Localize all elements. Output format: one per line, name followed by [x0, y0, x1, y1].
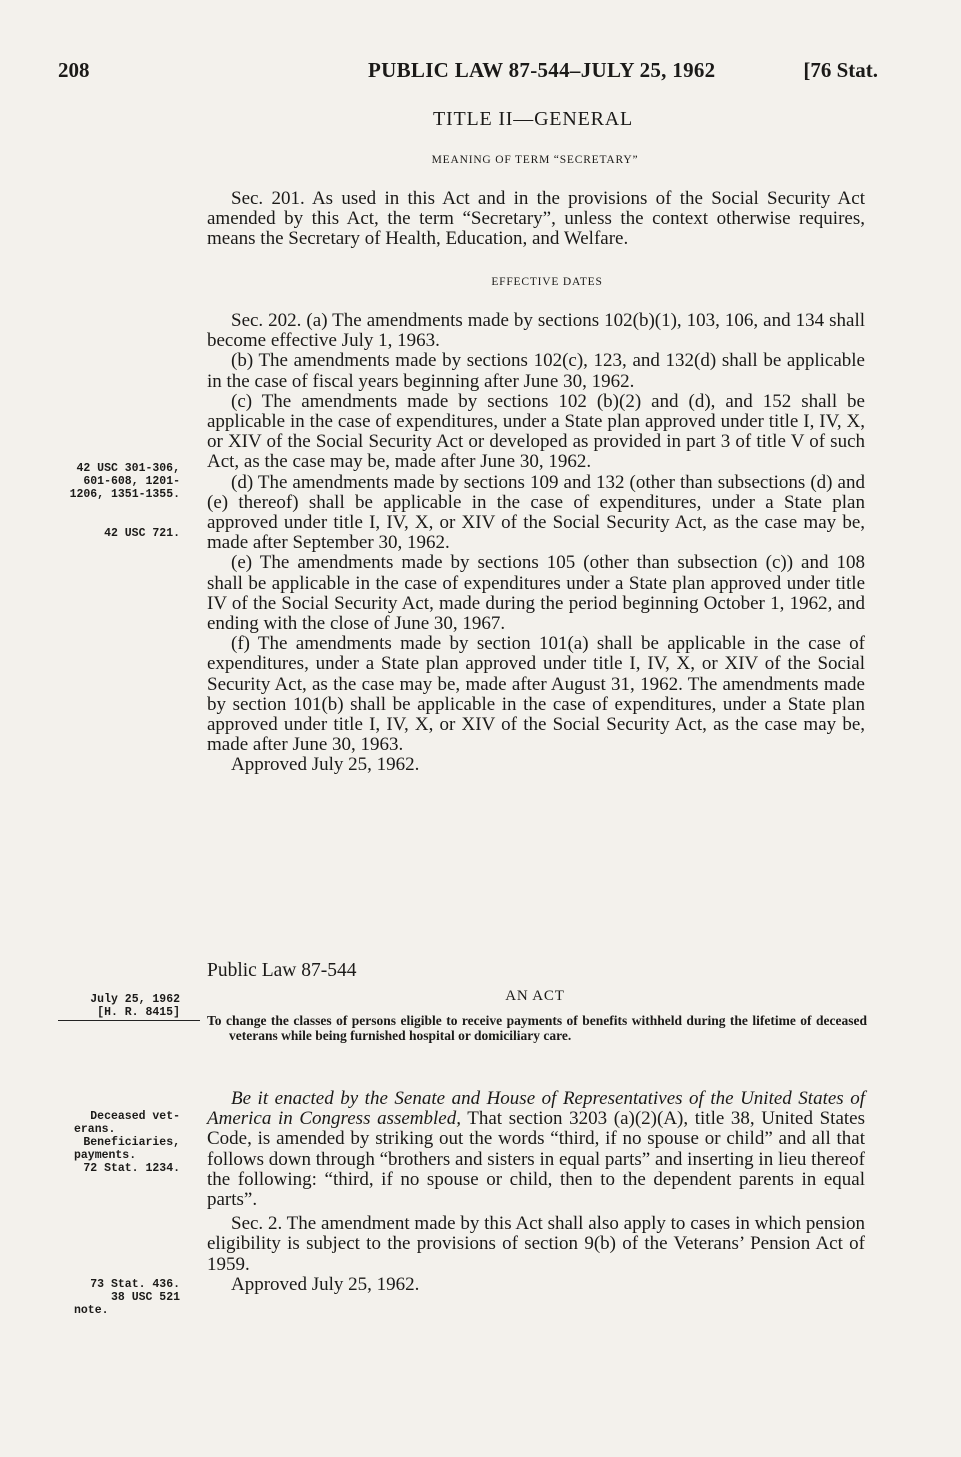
margin-line: 601-608, 1201- — [83, 475, 180, 488]
margin-line: July 25, 1962 — [90, 993, 180, 1006]
margin-line: Deceased vet- — [90, 1110, 180, 1123]
section-202-b: (b) The amendments made by sections 102(c), 123, and 132(d) shall be applicable in the case of fiscal years beginning after June 30, 1962. — [207, 350, 865, 392]
margin-line: 1206, 1351-1355. — [69, 488, 180, 501]
section-201 — [207, 189, 865, 250]
statute-reference: [76 Stat. — [803, 58, 878, 82]
section-202-a: Sec. 202. (a) The amendments made by sections 102(b)(1), 103, 106, and 134 shall become effective July 1, 1963. — [207, 310, 865, 352]
running-title: PUBLIC LAW 87-544–JULY 25, 1962 — [368, 58, 716, 82]
section-202-e: (e) The amendments made by sections 105 (other than subsection (c)) and 108 shall be applicable in the case of expenditures under a State plan approved under title IV of the Social Security Act, made during the period beginning October 1, 1962, and ending with the close of June 30, 1967. — [207, 552, 865, 635]
section-2: Sec. 2. The amendment made by this Act shall also apply to cases in which pension eligibility is subject to the provisions of section 9(b) of the Veterans’ Pension Act of 1959. — [207, 1213, 865, 1275]
margin-line: [H. R. 8415] — [97, 1006, 180, 1019]
page-number: 208 — [58, 58, 90, 82]
act-body — [207, 1089, 865, 1295]
margin-line: 73 Stat. 436. — [90, 1278, 180, 1291]
public-law-label: Public Law 87-544 — [207, 960, 357, 981]
section-202-d: (d) The amendments made by sections 109 and 132 (other than subsections (d) and (e) thereof) shall be applicable in the case of expenditures, under a State plan approved under title I, IV, X, or XIV of the Social Security Act, as the case may be, made after September 30, 1962. — [207, 471, 865, 554]
section-202-c: (c) The amendments made by sections 102 (b)(2) and (d), and 152 shall be applicable in the case of expenditures, under a State plan approved under title I, IV, X, or XIV of the Social Security Act or developed as provided in part 3 of title V of such Act, as the case may be, made after June 30, 1962. — [207, 390, 865, 473]
section-201-text: Sec. 201. As used in this Act and in the provisions of the Social Security Act amended by this Act, the term “Secretary”, unless the context otherwise requires, means the Secretary of Health, Education, and Welfare. — [207, 188, 865, 250]
margin-line: note. — [74, 1304, 109, 1317]
section-1 — [207, 1089, 865, 1210]
margin-rule — [58, 1020, 200, 1021]
margin-line: 72 Stat. 1234. — [83, 1162, 180, 1175]
an-act-heading: AN ACT — [505, 988, 565, 1004]
margin-line: payments. — [74, 1149, 137, 1162]
margin-line: erans. — [74, 1123, 116, 1136]
section-1-text: That section 3203 (a)(2)(A), title 38, United States Code, is amended by striking out the words “third, if no spouse or child” and all that follows down through “brothers and sisters in equal parts” and inserting in lieu thereof the following: “third, if no spouse or child, then to the dependent parents in equal parts”. — [207, 1108, 865, 1211]
section-heading-effective-dates: EFFECTIVE DATES — [491, 276, 603, 288]
margin-note-usc-citations — [40, 462, 180, 501]
act-purpose-text: To change the classes of persons eligible to receive payments of benefits withheld during the lifetime of deceased veterans while being furnished hospital or domiciliary care. — [207, 1013, 867, 1043]
approval-line-public-law: Approved July 25, 1962. — [231, 1273, 420, 1295]
enacting-clause: Be it enacted by the Senate and House of Representatives of the United States of America in Congress assembled, — [207, 1088, 865, 1130]
margin-note-subject — [40, 1110, 180, 1175]
section-heading-secretary: MEANING OF TERM “SECRETARY” — [431, 154, 639, 166]
margin-note-date-bill — [40, 993, 180, 1019]
section-202 — [207, 311, 865, 776]
margin-note-usc-721: 42 USC 721. — [104, 527, 180, 540]
margin-line: 38 USC 521 — [110, 1291, 180, 1304]
act-purpose — [207, 1013, 867, 1043]
title-heading: TITLE II—GENERAL — [433, 108, 633, 130]
margin-line: Beneficiaries, — [83, 1136, 180, 1149]
approval-line-title-ii: Approved July 25, 1962. — [231, 754, 420, 776]
section-202-f: (f) The amendments made by section 101(a) shall be applicable in the case of expenditures, under a State plan approved under title I, IV, X, or XIV of the Social Security Act, as the case may be, made after August 31, 1962. The amendments made by section 101(b) shall be applicable in the case of expenditures, under a State plan approved under title I, IV, X, or XIV of the Social Security Act, as the case may be, made after June 30, 1963. — [207, 633, 865, 756]
margin-note-stat-refs — [40, 1278, 180, 1317]
margin-line: 42 USC 301-306, — [76, 462, 180, 475]
running-header — [58, 58, 878, 88]
